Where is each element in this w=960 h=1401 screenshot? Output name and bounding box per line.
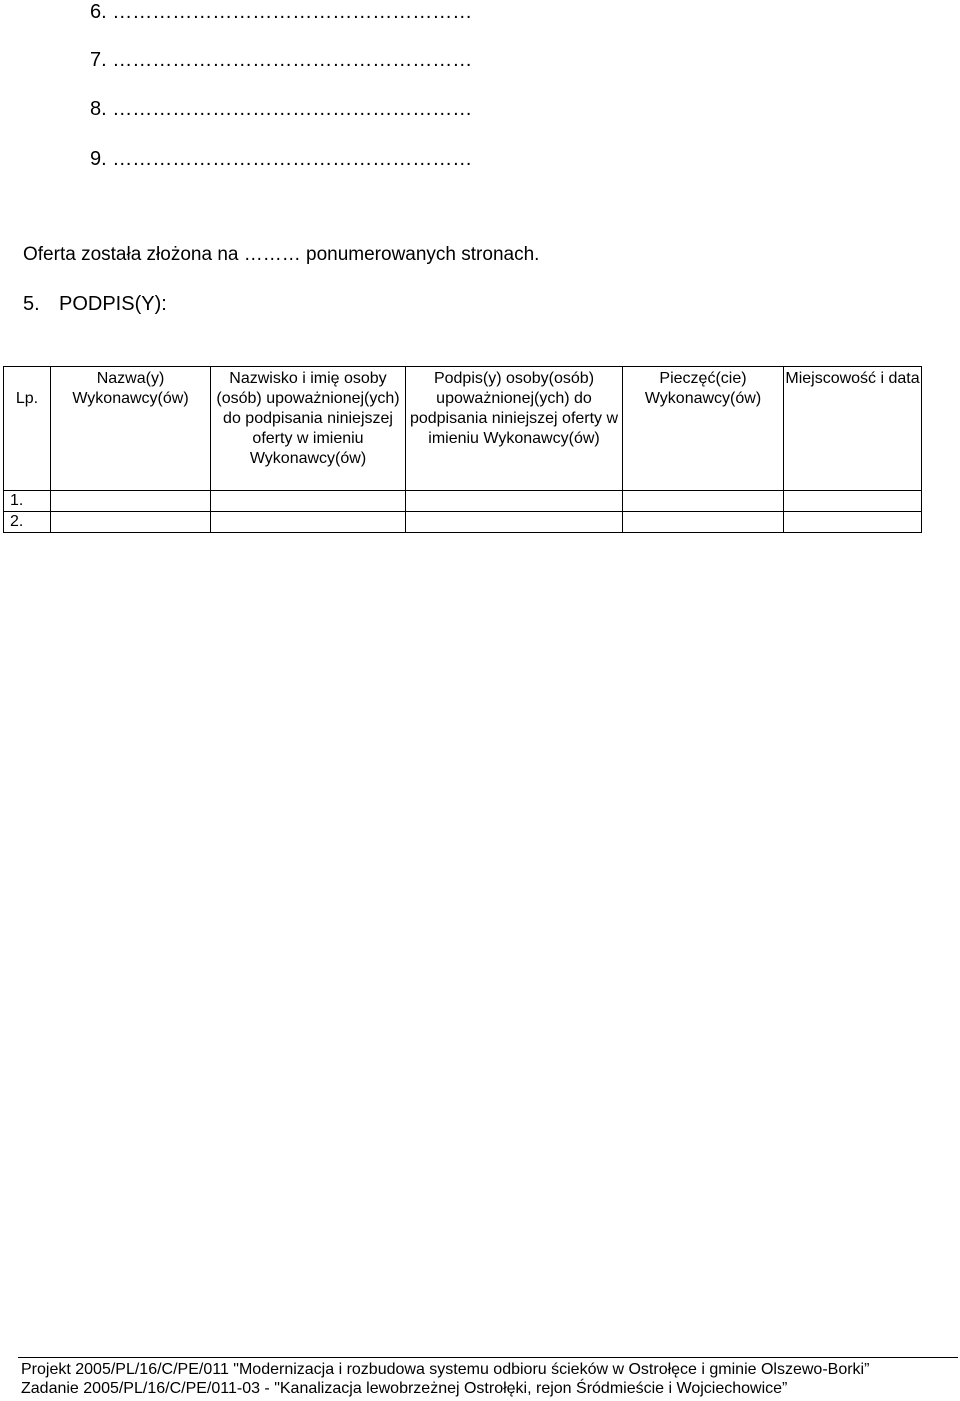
header-lp: [4, 367, 51, 491]
cell-stamp[interactable]: [623, 512, 784, 533]
cell-place-date[interactable]: [784, 491, 922, 512]
table-row: [4, 512, 922, 533]
header-authorized-person: Nazwisko i imię osoby (osób) upoważnionej(ych) do podpisania niniejszej oferty w imieniu Wykonawcy(ów): [211, 367, 406, 491]
numbered-line-8: 8. ………………………………………………: [90, 98, 473, 120]
header-signature: Podpis(y) osoby(osób) upoważnionej(ych) do podpisania niniejszej oferty w imieniu Wykonawcy(ów): [406, 367, 623, 491]
section-title: PODPIS(Y):: [59, 293, 167, 315]
cell-signature[interactable]: [406, 512, 623, 533]
header-lp-label: Lp.: [15, 389, 39, 407]
page-footer: [18, 1357, 958, 1398]
row-number: 1.: [4, 491, 51, 512]
numbered-line-9: 9. ………………………………………………: [90, 148, 473, 170]
footer-task-line: Zadanie 2005/PL/16/C/PE/011-03 - "Kanalizacja lewobrzeżnej Ostrołęki, rejon Śródmieście i Wojciechowice”: [21, 1380, 788, 1397]
cell-authorized-person[interactable]: [211, 512, 406, 533]
cell-contractor-name[interactable]: [51, 491, 211, 512]
table-row: [4, 491, 922, 512]
signature-table: [3, 366, 922, 533]
cell-stamp[interactable]: [623, 491, 784, 512]
header-place-date: Miejscowość i data: [784, 367, 922, 491]
table-header-row: [4, 367, 922, 491]
numbered-line-7: 7. ………………………………………………: [90, 49, 473, 71]
section-heading: [23, 292, 167, 316]
numbered-line-6: 6. ………………………………………………: [90, 1, 473, 23]
section-number: 5.: [23, 293, 40, 315]
header-stamp: Pieczęć(cie) Wykonawcy(ów): [623, 367, 784, 491]
footer-project-line: Projekt 2005/PL/16/C/PE/011 "Modernizacja i rozbudowa systemu odbioru ścieków w Ostrołęce i gminie Olszewo-Borki”: [21, 1361, 870, 1378]
cell-contractor-name[interactable]: [51, 512, 211, 533]
cell-authorized-person[interactable]: [211, 491, 406, 512]
offer-pages-note: Oferta została złożona na ……… ponumerowanych stronach.: [23, 244, 540, 265]
row-number: 2.: [4, 512, 51, 533]
cell-signature[interactable]: [406, 491, 623, 512]
cell-place-date[interactable]: [784, 512, 922, 533]
header-contractor-name: Nazwa(y) Wykonawcy(ów): [51, 367, 211, 491]
